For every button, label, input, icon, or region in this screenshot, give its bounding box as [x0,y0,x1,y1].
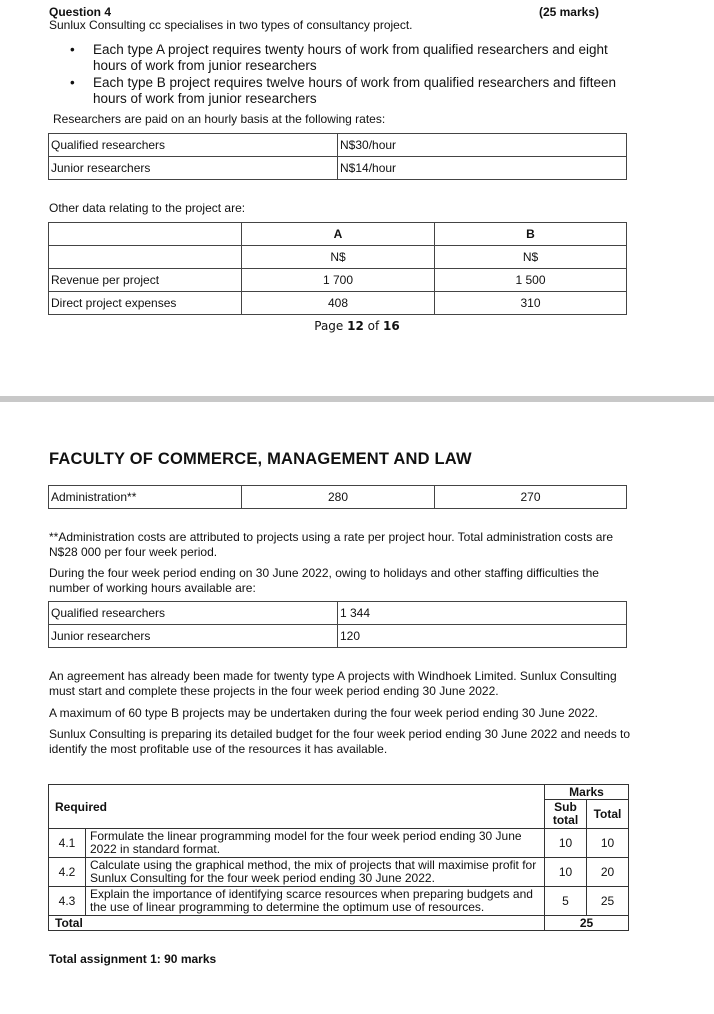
list-item: • Each type A project requires twenty hours of work from qualified researchers and eight hours of work from junior researchers [70,42,608,73]
value-b: 1 500 [435,269,627,292]
footer-total-label: Total [49,916,545,931]
question-header [49,5,599,19]
rates-table [48,133,627,180]
table-row [49,602,627,625]
page-number: Page 12 of 16 [314,319,400,333]
footer-total-value: 25 [545,916,629,931]
admin-table [48,485,627,509]
page-divider [0,396,714,402]
rate-label: Junior researchers [49,157,338,180]
other-intro: Other data relating to the project are: [49,201,246,215]
table-row [49,157,627,180]
item-text: Explain the importance of identifying scarce resources when preparing budgets and the use of linear programming to determine the optimum use of resources. [86,887,545,916]
marks-header: Marks [545,785,629,800]
subtotal-header: Sub total [545,800,587,829]
item-total: 25 [587,887,629,916]
table-row [49,829,629,858]
table-row [49,887,629,916]
row-label: Direct project expenses [49,292,242,315]
question-title: Question 4 [49,5,112,19]
item-text: Formulate the linear programming model for the four week period ending 30 June 2022 in standard format. [86,829,545,858]
rates-intro: Researchers are paid on an hourly basis at the following rates: [53,112,386,126]
required-table [48,784,629,931]
table-row [49,223,627,246]
page-total: 16 [383,319,400,333]
question-marks: (25 marks) [538,5,599,19]
value-a: 1 700 [242,269,435,292]
budget-paragraph: Sunlux Consulting is preparing its detailed budget for the four week period ending 30 June 2022 and needs to identify the most profitable use of the resources it has available. [49,727,631,756]
table-row [49,858,629,887]
bullet-icon: • [70,75,75,90]
value-b: 270 [435,486,627,509]
col-header-a: A [242,223,435,246]
item-total: 10 [587,829,629,858]
table-row [49,625,627,648]
required-header: Required [49,785,545,829]
rate-label: Qualified researchers [49,134,338,157]
row-label: Revenue per project [49,269,242,292]
unit-a: N$ [242,246,435,269]
item-subtotal: 5 [545,887,587,916]
table-row [49,785,629,800]
table-row [49,269,627,292]
table-row [49,486,627,509]
question-intro: Sunlux Consulting cc specialises in two types of consultancy project. [49,18,413,32]
col-header-b: B [435,223,627,246]
unit-b: N$ [435,246,627,269]
requirements-list [70,42,630,108]
item-number: 4.2 [49,858,86,887]
table-row [49,246,627,269]
rate-value: N$30/hour [338,134,627,157]
table-row [49,916,629,931]
page-current: 12 [347,319,364,333]
admin-note: **Administration costs are attributed to projects using a rate per project hour. Total administration costs are N$28 000 per four week period. [49,530,614,559]
agreement-paragraph: An agreement has already been made for twenty type A projects with Windhoek Limited. Sunlux Consulting must start and complete these projects in the four week period ending 30 June 2022. [49,669,617,698]
hours-label: Qualified researchers [49,602,338,625]
hours-value: 1 344 [338,602,627,625]
rate-value: N$14/hour [338,157,627,180]
faculty-title: FACULTY OF COMMERCE, MANAGEMENT AND LAW [49,450,472,468]
total-header: Total [587,800,629,829]
value-b: 310 [435,292,627,315]
list-item: • Each type B project requires twelve hours of work from qualified researchers and fifteen hours of work from junior researchers [70,75,617,106]
row-label: Administration** [49,486,242,509]
project-data-table [48,222,627,315]
maximum-paragraph: A maximum of 60 type B projects may be undertaken during the four week period ending 30 June 2022. [49,706,598,720]
table-row [49,292,627,315]
item-subtotal: 10 [545,858,587,887]
item-number: 4.3 [49,887,86,916]
hours-label: Junior researchers [49,625,338,648]
item-text: Calculate using the graphical method, the mix of projects that will maximise profit for Sunlux Consulting for the four week period ending 30 June 2022. [86,858,545,887]
bullet-icon: • [70,42,75,57]
table-row [49,134,627,157]
item-number: 4.1 [49,829,86,858]
item-total: 20 [587,858,629,887]
hours-intro: During the four week period ending on 30 June 2022, owing to holidays and other staffing difficulties the number of working hours available are: [49,566,599,595]
value-a: 280 [242,486,435,509]
hours-table [48,601,627,648]
total-assignment: Total assignment 1: 90 marks [49,952,217,966]
item-subtotal: 10 [545,829,587,858]
value-a: 408 [242,292,435,315]
hours-value: 120 [338,625,627,648]
